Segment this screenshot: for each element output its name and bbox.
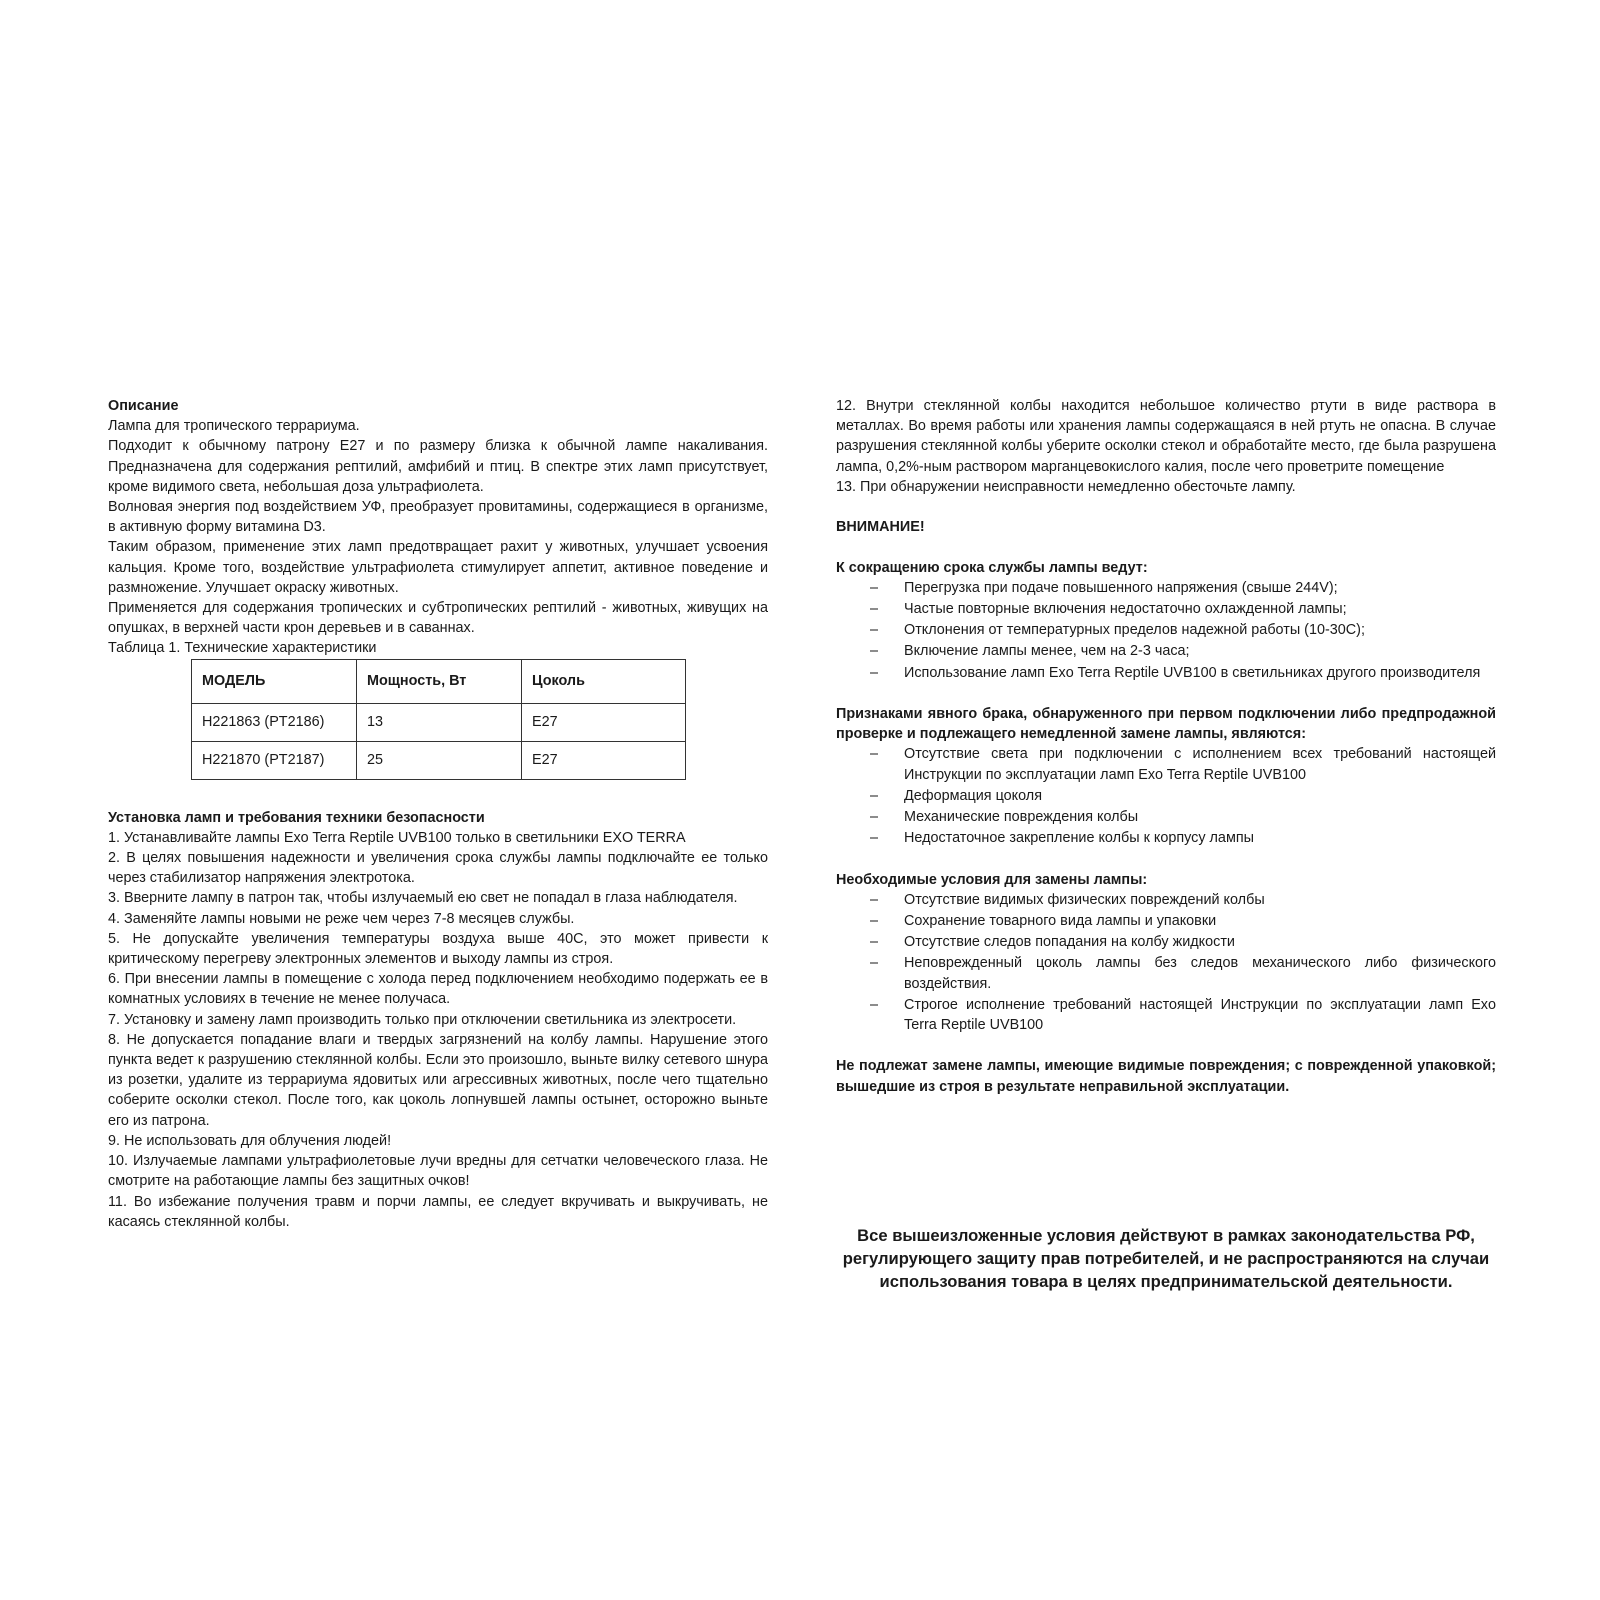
list-item: – Частые повторные включения недостаточно охлажденной лампы; xyxy=(836,599,1496,619)
cell-power: 13 xyxy=(357,703,522,741)
install-item: 4. Заменяйте лампы новыми не реже чем через 7-8 месяцев службы. xyxy=(108,910,575,927)
dash-marker: – xyxy=(870,891,879,908)
defect-heading: Признаками явного брака, обнаруженного при первом подключении либо предпродажной проверке и подлежащего немедленной замене лампы, являются: xyxy=(836,706,1496,743)
install-item: 13. При обнаружении неисправности немедленно обесточьте лампу. xyxy=(836,478,1296,495)
install-heading: Установка ламп и требования техники безопасности xyxy=(108,809,485,826)
cell-model: H221870 (PT2187) xyxy=(192,741,357,779)
table-row xyxy=(192,703,686,741)
list-item: – Перегрузка при подаче повышенного напряжения (свыше 244V); xyxy=(836,578,1496,598)
list-item: – Включение лампы менее, чем на 2-3 часа; xyxy=(836,641,1496,661)
description-paragraph: Подходит к обычному патрону E27 и по размеру близка к обычной лампе накаливания. Предназначена для содержания рептилий, амфибий и птиц. В спектре этих ламп присутствует, кроме видимого света, небольшая доза ультрафиолета. xyxy=(108,438,768,495)
header-power: Мощность, Вт xyxy=(357,659,522,703)
cell-socket: E27 xyxy=(522,741,686,779)
table-row xyxy=(192,741,686,779)
list-item: – Отсутствие следов попадания на колбу жидкости xyxy=(836,932,1496,952)
defect-list xyxy=(836,744,1496,848)
table-header-row xyxy=(192,659,686,703)
no-replace-note: Не подлежат замене лампы, имеющие видимые повреждения; с поврежденной упаковкой; вышедшие из строя в результате неправильной эксплуатации. xyxy=(836,1058,1496,1095)
install-item: 5. Не допускайте увеличения температуры воздуха выше 40С, это может привести к критическому перегреву электронных элементов и выходу лампы из строя. xyxy=(108,930,768,968)
dash-marker: – xyxy=(870,664,879,681)
attention-heading: ВНИМАНИЕ! xyxy=(836,519,925,536)
install-item: 11. Во избежание получения травм и порчи лампы, ее следует вкручивать и выкручивать, не касаясь стеклянной колбы. xyxy=(108,1193,768,1230)
list-item: – Использование ламп Exo Terra Reptile UVB100 в светильниках другого производителя xyxy=(836,663,1496,683)
dash-marker: – xyxy=(870,622,879,639)
install-item: 8. Не допускается попадание влаги и твердых загрязнений на колбу лампы. Нарушение этого пункта ведет к разрушению стеклянной колбы. Если это произошло, выньте вилку сетевого шнура из розетки, удалите из террариума ядовитых или агрессивных животных, после чего тщательно соберите осколки стекол. После того, как цоколь лопнувшей лампы остынет, осторожно выньте его из патрона. xyxy=(108,1031,768,1129)
list-item: – Неповрежденный цоколь лампы без следов механического либо физического воздействия. xyxy=(870,955,1496,992)
dash-marker: – xyxy=(870,579,879,596)
install-item: 2. В целях повышения надежности и увеличения срока службы лампы подключайте ее только через стабилизатор напряжения электротока. xyxy=(108,850,768,887)
dash-marker: – xyxy=(870,601,879,617)
replace-list xyxy=(836,890,1496,1035)
dash-marker: – xyxy=(870,913,879,930)
description-paragraph: Волновая энергия под воздействием УФ, преобразует провитамины, содержащиеся в организме, в активную форму витамина D3. xyxy=(108,499,768,536)
list-item: – Механические повреждения колбы xyxy=(836,807,1496,827)
left-column xyxy=(108,396,768,1232)
list-item: – Отклонения от температурных пределов надежной работы (10-30С); xyxy=(836,620,1496,640)
table-caption: Таблица 1. Технические характеристики xyxy=(108,640,377,657)
description-heading: Описание xyxy=(108,398,179,414)
cell-power: 25 xyxy=(357,741,522,779)
install-item: 3. Вверните лампу в патрон так, чтобы излучаемый ею свет не попадал в глаза наблюдателя. xyxy=(108,890,738,907)
list-item: – Деформация цоколя xyxy=(836,786,1496,806)
list-item: – Недостаточное закрепление колбы к корпусу лампы xyxy=(836,828,1496,848)
list-item: – Отсутствие видимых физических повреждений колбы xyxy=(836,890,1496,910)
dash-marker: – xyxy=(870,746,879,763)
description-paragraph: Лампа для тропического террариума. xyxy=(108,418,360,435)
final-legal-note: Все вышеизложенные условия действуют в рамках законодательства РФ, регулирующего защиту прав потребителей, и не распространяются на случаи использования товара в целях предпринимательской деятельности. xyxy=(842,1226,1490,1291)
cell-socket: E27 xyxy=(522,703,686,741)
replace-heading: Необходимые условия для замены лампы: xyxy=(836,871,1148,888)
dash-marker: – xyxy=(870,996,879,1013)
description-paragraph: Применяется для содержания тропических и субтропических рептилий - животных, живущих на опушках, в верхней части крон деревьев и в саваннах. xyxy=(108,600,768,637)
list-item: – Отсутствие света при подключении с исполнением всех требований настоящей Инструкции по эксплуатации ламп Exo Terra Reptile UVB100 xyxy=(870,746,1496,783)
lifetime-heading: К сокращению срока службы лампы ведут: xyxy=(836,559,1148,576)
install-item: 12. Внутри стеклянной колбы находится небольшое количество ртути в виде раствора в металлах. Во время работы или хранения лампы содержащаяся в ней ртуть не опасна. В случае разрушения стеклянной колбы уберите осколки стекол и обработайте место, где была разрушена лампа, 0,2%-ным раствором марганцевокислого калия, после чего проветрите помещение xyxy=(836,398,1496,475)
dash-marker: – xyxy=(870,787,879,804)
header-model: МОДЕЛЬ xyxy=(192,659,357,703)
spec-table xyxy=(191,659,686,780)
dash-marker: – xyxy=(870,830,879,847)
right-column xyxy=(836,396,1496,1097)
install-item: 10. Излучаемые лампами ультрафиолетовые лучи вредны для сетчатки человеческого глаза. Не смотрите на работающие лампы без защитных очков! xyxy=(108,1153,768,1190)
description-paragraph: Таким образом, применение этих ламп предотвращает рахит у животных, улучшает усвоения кальция. Кроме того, воздействие ультрафиолета стимулирует аппетит, активное поведение и размножение. Улучшает окраску животных. xyxy=(108,539,768,596)
lifetime-list xyxy=(836,578,1496,683)
install-item: 7. Установку и замену ламп производить только при отключении светильника из электросети. xyxy=(108,1011,737,1028)
dash-marker: – xyxy=(870,809,879,826)
cell-model: H221863 (PT2186) xyxy=(192,703,357,741)
install-item: 6. При внесении лампы в помещение с холода перед подключением необходимо подержать ее в комнатных условиях в течение не менее получаса. xyxy=(108,971,768,1008)
install-item: 1. Устанавливайте лампы Exo Terra Reptile UVB100 только в светильники EXO TERRA xyxy=(108,829,686,846)
header-socket: Цоколь xyxy=(522,659,686,703)
install-item: 9. Не использовать для облучения людей! xyxy=(108,1132,392,1149)
list-item: – Сохранение товарного вида лампы и упаковки xyxy=(836,911,1496,931)
dash-marker: – xyxy=(870,934,879,951)
list-item: – Строгое исполнение требований настоящей Инструкции по эксплуатации ламп Exo Terra Reptile UVB100 xyxy=(870,996,1496,1034)
dash-marker: – xyxy=(870,955,879,972)
dash-marker: – xyxy=(870,643,879,660)
